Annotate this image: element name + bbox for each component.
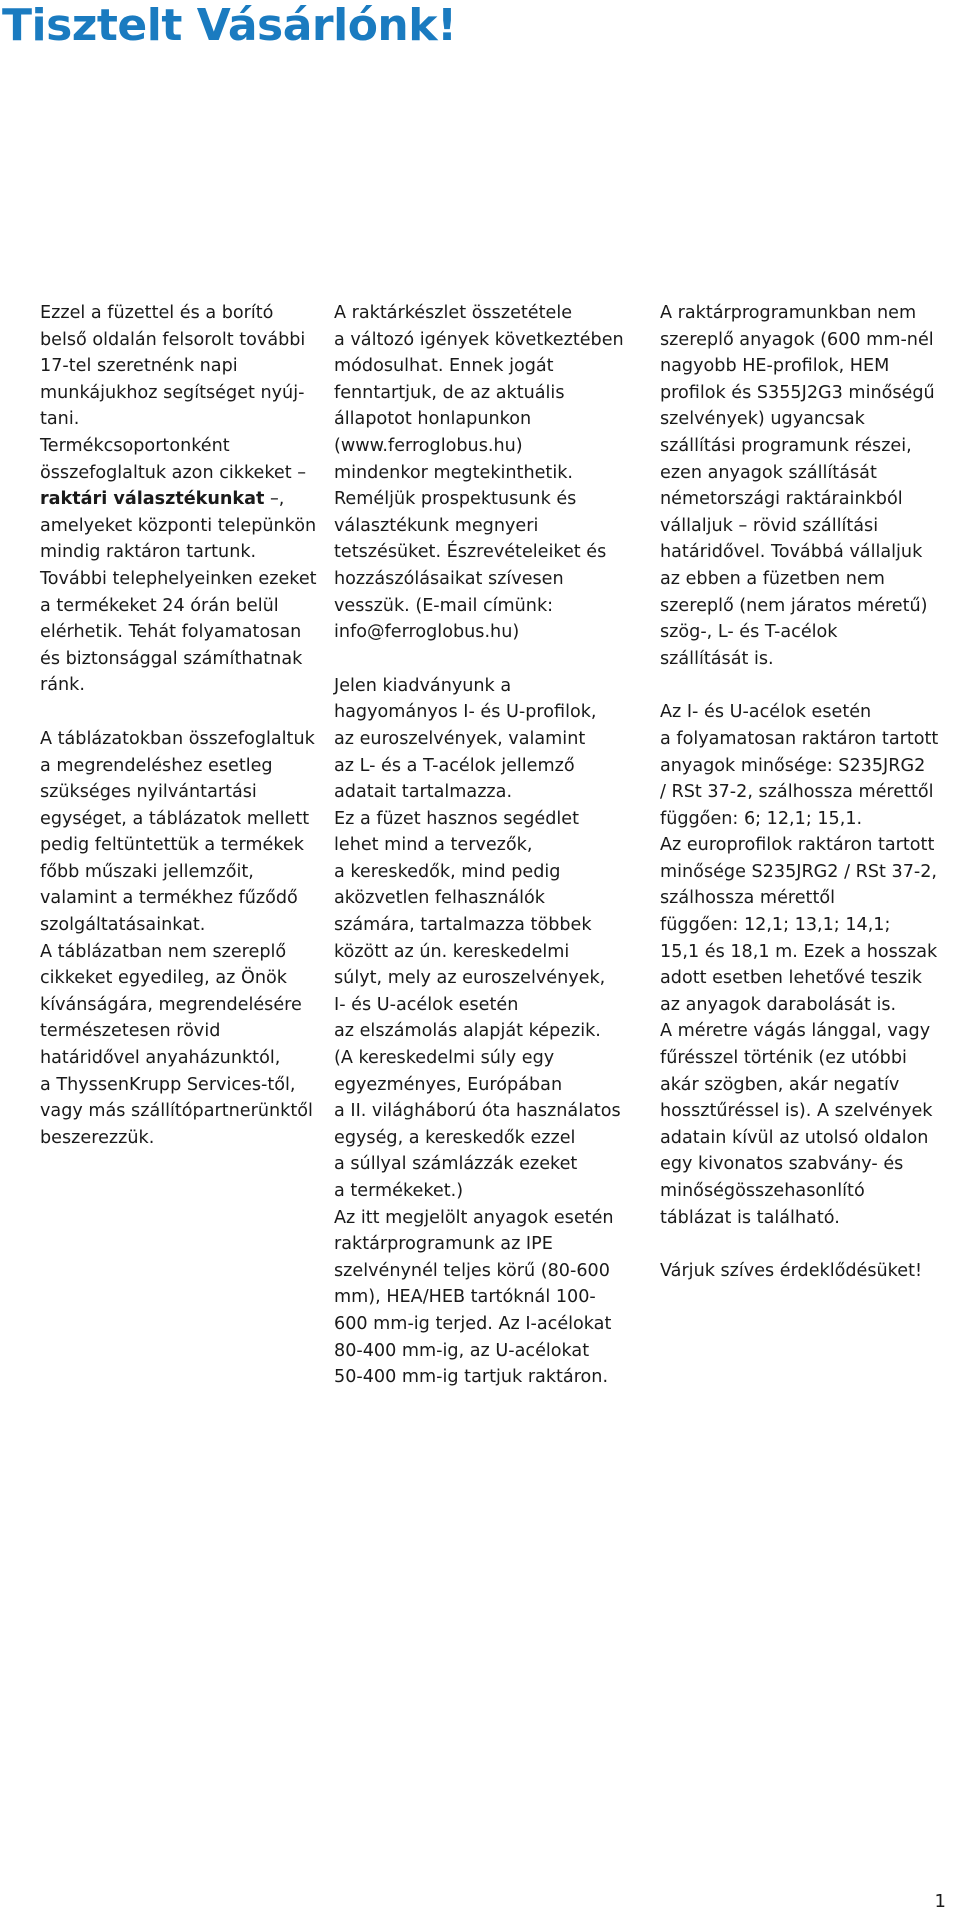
text-line: valamint a termékhez fűződő (40, 888, 298, 909)
text-line: táblázat is található. (660, 1207, 840, 1228)
text-line: a II. világháború óta használatos (334, 1101, 621, 1122)
text-line: függően: 6; 12,1; 15,1. (660, 808, 863, 829)
text-line: Ezzel a füzettel és a borító (40, 303, 274, 323)
text-line: szállítási programunk részei, (660, 435, 912, 456)
text-line: németországi raktárainkból (660, 489, 903, 510)
paragraph (660, 1258, 945, 1285)
text-line: az anyagok darabolását is. (660, 994, 897, 1015)
text-line: A raktárprogramunkban nem (660, 303, 917, 323)
text-line: Az europrofilok raktáron tartott (660, 835, 935, 856)
text-line: 50-400 mm-ig tartjuk raktáron. (334, 1367, 609, 1388)
text-line: mindig raktáron tartunk. (40, 542, 257, 563)
text-line: Jelen kiadványunk a (334, 675, 512, 696)
text-line: Az itt megjelölt anyagok esetén (334, 1207, 614, 1228)
text-line: Termékcsoportonként (40, 435, 230, 456)
text-line: A táblázatban nem szereplő (40, 941, 287, 962)
text-line: minősége S235JRG2 / RSt 37-2, (660, 861, 938, 882)
text-line: vállaljuk – rövid szállítási (660, 515, 879, 536)
text-line: szállítását is. (660, 648, 774, 669)
text-column-1 (40, 300, 325, 1178)
bold-text-run: raktári választékunkat (40, 489, 265, 510)
text-line: az L- és a T-acélok jellemző (334, 755, 575, 776)
text-line: vesszük. (E-mail címünk: (334, 595, 554, 616)
text-line: számára, tartalmazza többek (334, 915, 592, 936)
text-line: adatain kívül az utolsó oldalon (660, 1127, 929, 1148)
text-line: szög-, L- és T-acélok (660, 622, 838, 643)
text-line: a súllyal számlázzák ezeket (334, 1154, 578, 1175)
text-line: hagyományos I- és U-profilok, (334, 702, 597, 723)
text-line: A raktárkészlet összetétele (334, 303, 573, 323)
text-line: állapotot honlapunkon (334, 409, 532, 430)
text-line: az ebben a füzetben nem (660, 568, 885, 589)
text-line: az elszámolás alapját képezik. (334, 1021, 601, 1042)
text-line: a kereskedők, mind pedig (334, 861, 561, 882)
text-line: profilok és S355J2G3 minőségű (660, 382, 935, 403)
text-line: A táblázatokban összefoglaltuk (40, 728, 315, 749)
paragraph (40, 300, 325, 699)
text-line: adatait tartalmazza. (334, 782, 513, 803)
text-line: vagy más szállítópartnerünktől (40, 1101, 313, 1122)
page-title: Tisztelt Vásárlónk! (2, 0, 457, 51)
text-line: súlyt, mely az euroszelvények, (334, 968, 606, 989)
text-line: adott esetben lehetővé teszik (660, 968, 922, 989)
text-line: Az I- és U-acélok esetén (660, 702, 872, 723)
text-line: összefoglaltuk azon cikkeket – (40, 462, 307, 483)
text-line: egységet, a táblázatok mellett (40, 808, 310, 829)
text-line: között az ún. kereskedelmi (334, 941, 570, 962)
paragraph (334, 673, 619, 1391)
text-line: További telephelyeinken ezeket (40, 568, 317, 589)
text-line: Várjuk szíves érdeklődésüket! (660, 1261, 923, 1282)
text-line: / RSt 37-2, szálhossza mérettől (660, 782, 934, 803)
text-line: szelvénynél teljes körű (80-600 (334, 1260, 610, 1281)
text-column-2 (334, 300, 624, 1418)
text-line: kívánságára, megrendelésére (40, 994, 302, 1015)
text-line: a megrendeléshez esetleg (40, 755, 273, 776)
text-line: ezen anyagok szállítását (660, 462, 877, 483)
text-line: szereplő anyagok (600 mm-nél (660, 329, 934, 350)
text-line: hozzászólásaikat szívesen (334, 568, 564, 589)
text-line: beszerezzük. (40, 1127, 155, 1148)
text-line: egyezményes, Európában (334, 1074, 563, 1095)
paragraph (660, 699, 945, 1231)
text-line: a folyamatosan raktáron tartott (660, 728, 939, 749)
text-line: 17-tel szeretnénk napi (40, 356, 238, 377)
text-line: fenntartjuk, de az aktuális (334, 382, 565, 403)
text-line: a termékeket 24 órán belül (40, 595, 279, 616)
text-line: szálhossza mérettől (660, 888, 836, 909)
text-line: szereplő (nem járatos méretű) (660, 595, 928, 616)
paragraph (660, 300, 945, 672)
text-line: természetesen rövid (40, 1021, 221, 1042)
text-line: akár szögben, akár negatív (660, 1074, 900, 1095)
text-line: elérhetik. Tehát folyamatosan (40, 622, 302, 643)
text-line: 15,1 és 18,1 m. Ezek a hosszak (660, 941, 938, 962)
text-run: –, (264, 489, 285, 510)
text-line: minőségösszehasonlító (660, 1181, 865, 1201)
text-line: 600 mm-ig terjed. Az I-acélokat (334, 1313, 612, 1334)
text-line: egy kivonatos szabvány- és (660, 1154, 904, 1175)
text-line: amelyeket központi telepünkön (40, 515, 317, 536)
text-line: választékunk megnyeri (334, 515, 539, 536)
text-line: főbb műszaki jellemzőit, (40, 861, 254, 882)
text-line: Reméljük prospektusunk és (334, 489, 577, 510)
text-line: tetszésüket. Észrevételeiket és (334, 542, 607, 563)
text-line: egység, a kereskedők ezzel (334, 1127, 576, 1148)
text-line: belső oldalán felsorolt további (40, 329, 306, 350)
text-line: anyagok minősége: S235JRG2 (660, 755, 926, 776)
text-line: 80-400 mm-ig, az U-acélokat (334, 1340, 590, 1361)
text-line: szolgáltatásainkat. (40, 915, 206, 936)
text-line: mindenkor megtekinthetik. (334, 462, 573, 483)
text-line: a termékeket.) (334, 1181, 464, 1201)
paragraph (334, 300, 624, 646)
text-line: I- és U-acélok esetén (334, 994, 519, 1015)
text-line: ránk. (40, 675, 85, 696)
text-line (40, 486, 325, 513)
text-line: aközvetlen felhasználók (334, 888, 545, 909)
text-line: info@ferroglobus.hu) (334, 622, 520, 643)
text-line: hossztűréssel is). A szelvények (660, 1101, 933, 1122)
text-line: határidővel anyaházunktól, (40, 1048, 281, 1069)
text-line: munkájukhoz segítséget nyúj- (40, 382, 305, 403)
text-line: (A kereskedelmi súly egy (334, 1048, 555, 1069)
text-line: szelvények) ugyancsak (660, 409, 865, 430)
text-line: függően: 12,1; 13,1; 14,1; (660, 915, 891, 936)
text-line: és biztonsággal számíthatnak (40, 648, 303, 669)
text-line: (www.ferroglobus.hu) (334, 435, 523, 456)
text-line: Ez a füzet hasznos segédlet (334, 808, 579, 829)
text-line: mm), HEA/HEB tartóknál 100- (334, 1287, 596, 1308)
text-column-3 (660, 300, 945, 1312)
text-line: tani. (40, 409, 80, 430)
text-line: A méretre vágás lánggal, vagy (660, 1021, 931, 1042)
text-line: raktárprogramunk az IPE (334, 1234, 553, 1255)
text-line: lehet mind a tervezők, (334, 835, 533, 856)
paragraph (40, 726, 325, 1152)
text-line: cikkeket egyedileg, az Önök (40, 968, 287, 989)
text-line: módosulhat. Ennek jogát (334, 356, 554, 377)
text-line: az euroszelvények, valamint (334, 728, 586, 749)
text-line: pedig feltüntettük a termékek (40, 835, 304, 856)
text-line: szükséges nyilvántartási (40, 782, 257, 803)
text-line: a ThyssenKrupp Services-től, (40, 1074, 296, 1095)
text-line: határidővel. Továbbá vállaljuk (660, 542, 923, 563)
text-line: a változó igények következtében (334, 329, 624, 350)
page-number: 1 (934, 1891, 946, 1912)
text-line: fűrésszel történik (ez utóbbi (660, 1048, 907, 1069)
text-line: nagyobb HE-profilok, HEM (660, 356, 890, 377)
